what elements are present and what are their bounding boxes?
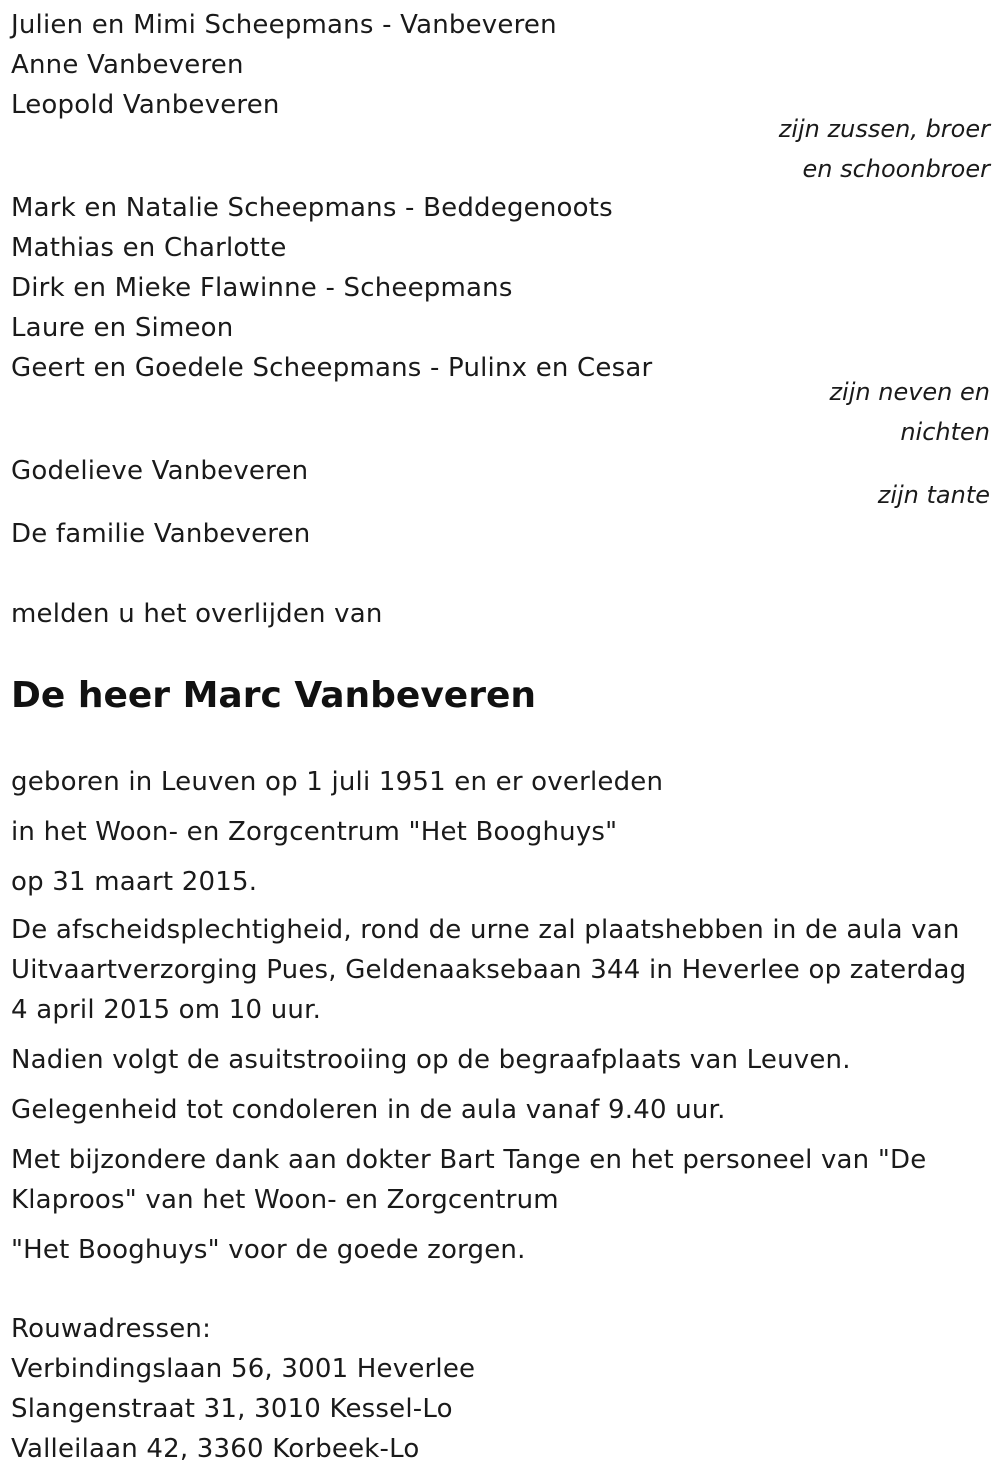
nephew-line: Dirk en Mieke Flawinne - Scheepmans <box>11 273 513 303</box>
detail-line: 4 april 2015 om 10 uur. <box>11 995 322 1025</box>
detail-line: De afscheidsplechtigheid, rond de urne zal plaatshebben in de aula van <box>11 915 960 945</box>
detail-line: Gelegenheid tot condoleren in de aula vanaf 9.40 uur. <box>11 1095 726 1125</box>
detail-line: op 31 maart 2015. <box>11 867 258 897</box>
nephew-line: Mathias en Charlotte <box>11 233 287 263</box>
detail-line: Klaproos" van het Woon- en Zorgcentrum <box>11 1185 559 1215</box>
nephew-line: Mark en Natalie Scheepmans - Beddegenoots <box>11 193 613 223</box>
detail-line: geboren in Leuven op 1 juli 1951 en er overleden <box>11 767 664 797</box>
nephews-role: nichten <box>900 418 990 446</box>
aunt-role: zijn tante <box>877 481 990 509</box>
deceased-name: De heer Marc Vanbeveren <box>11 675 537 716</box>
detail-line: "Het Booghuys" voor de goede zorgen. <box>11 1235 526 1265</box>
nephew-line: Laure en Simeon <box>11 313 234 343</box>
sibling-line: Julien en Mimi Scheepmans - Vanbeveren <box>11 10 557 40</box>
sibling-line: Anne Vanbeveren <box>11 50 244 80</box>
nephew-line: Geert en Goedele Scheepmans - Pulinx en Cesar <box>11 353 653 383</box>
nephews-role: zijn neven en <box>829 378 990 406</box>
address-line: Slangenstraat 31, 3010 Kessel-Lo <box>11 1394 453 1424</box>
addresses-heading: Rouwadressen: <box>11 1314 212 1344</box>
siblings-role: en schoonbroer <box>802 155 990 183</box>
address-line: Valleilaan 42, 3360 Korbeek-Lo <box>11 1434 420 1464</box>
detail-line: Met bijzondere dank aan dokter Bart Tange en het personeel van "De <box>11 1145 927 1175</box>
detail-line: in het Woon- en Zorgcentrum "Het Booghuys" <box>11 817 618 847</box>
aunt-line: Godelieve Vanbeveren <box>11 456 309 486</box>
family-line: De familie Vanbeveren <box>11 519 311 549</box>
sibling-line: Leopold Vanbeveren <box>11 90 280 120</box>
detail-line: Nadien volgt de asuitstrooiing op de begraafplaats van Leuven. <box>11 1045 851 1075</box>
detail-line: Uitvaartverzorging Pues, Geldenaaksebaan 344 in Heverlee op zaterdag <box>11 955 967 985</box>
announcement-text: melden u het overlijden van <box>11 599 383 629</box>
address-line: Verbindingslaan 56, 3001 Heverlee <box>11 1354 476 1384</box>
siblings-role: zijn zussen, broer <box>778 115 990 143</box>
